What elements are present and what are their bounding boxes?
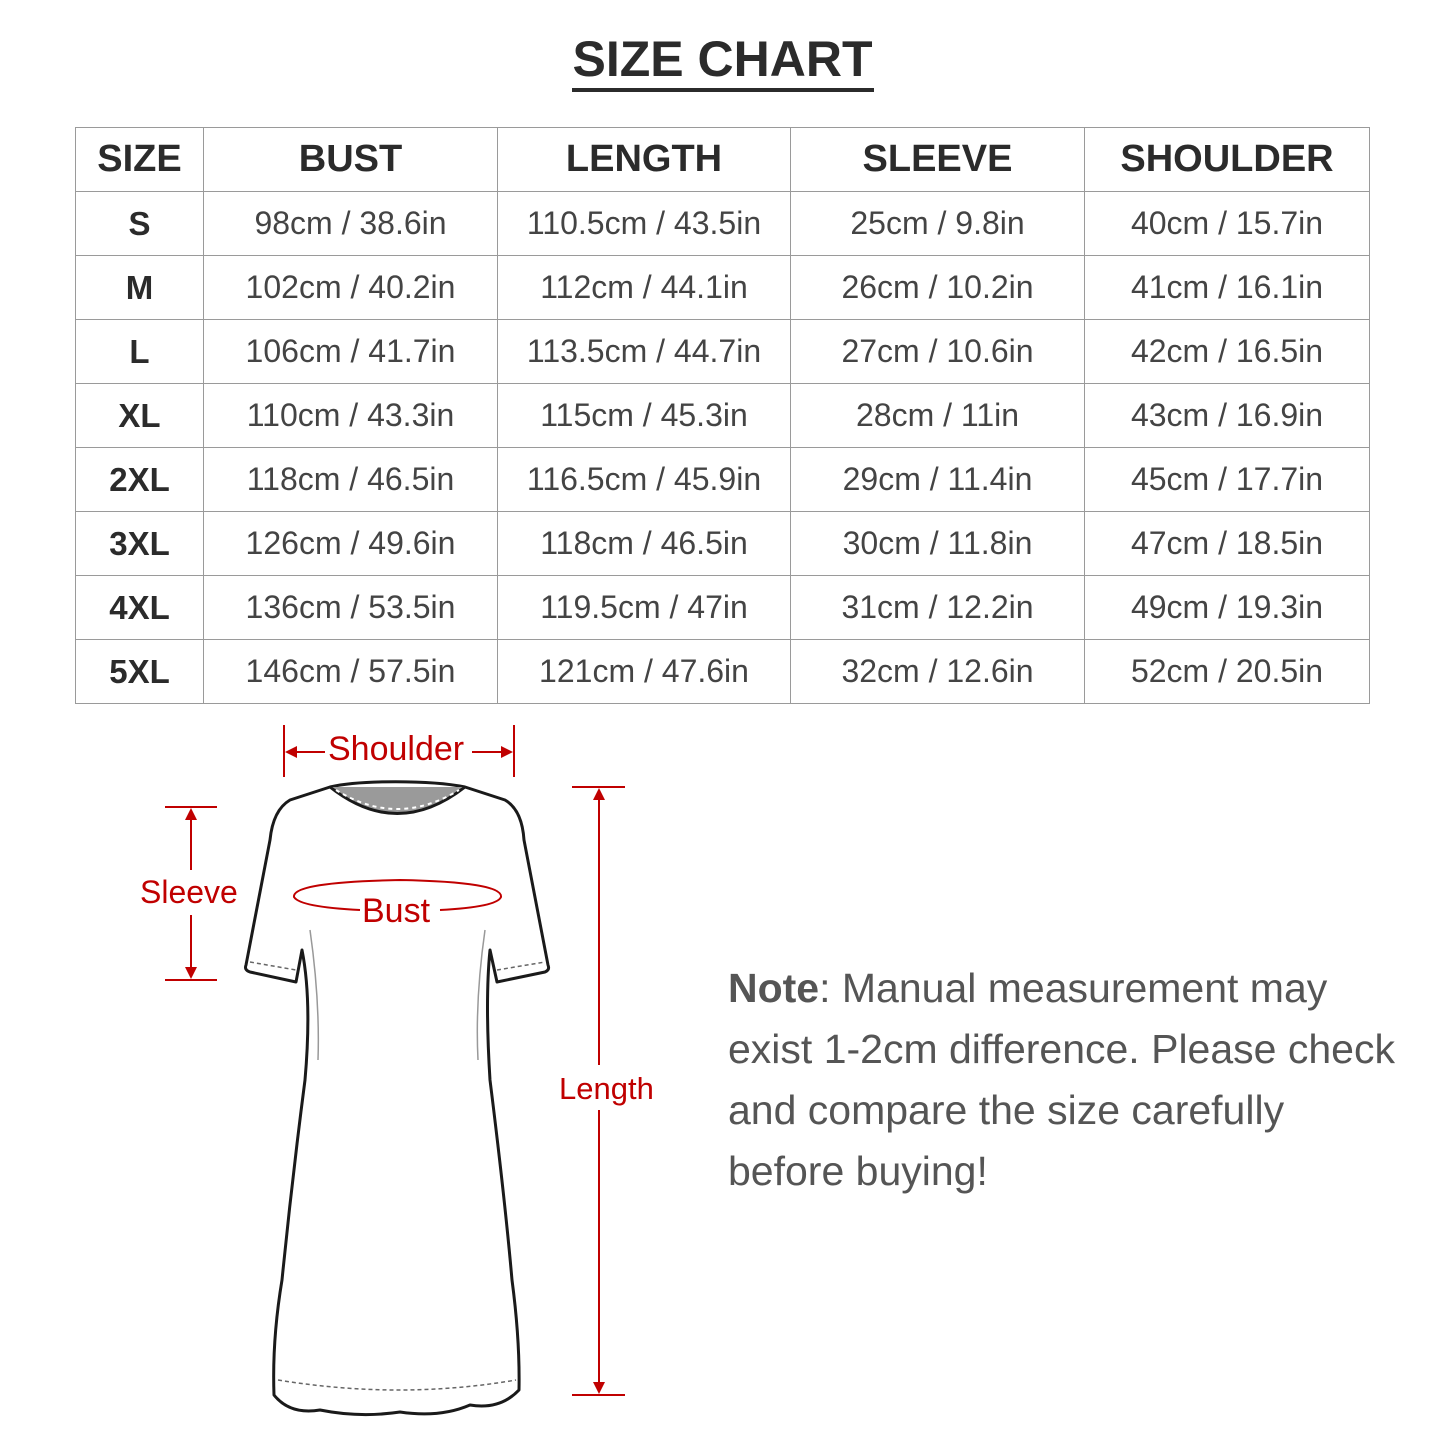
table-row [76, 512, 1370, 576]
size-cell: 2XL [76, 448, 204, 512]
bust-label: Bust [362, 892, 431, 930]
length-cell: 116.5cm / 45.9in [498, 448, 791, 512]
size-cell: XL [76, 384, 204, 448]
bust-cell: 110cm / 43.3in [204, 384, 498, 448]
sleeve-cell: 27cm / 10.6in [791, 320, 1085, 384]
size-cell: 3XL [76, 512, 204, 576]
note-label: Note [728, 965, 820, 1011]
bust-cell: 146cm / 57.5in [204, 640, 498, 704]
dress-measurement-diagram [0, 700, 700, 1445]
table-row [76, 192, 1370, 256]
length-cell: 119.5cm / 47in [498, 576, 791, 640]
size-cell: S [76, 192, 204, 256]
sleeve-cell: 30cm / 11.8in [791, 512, 1085, 576]
note-text: : Manual measurement may exist 1-2cm difference. Please check and compare the size carefully before buying! [728, 965, 1395, 1194]
table-row [76, 256, 1370, 320]
size-cell: M [76, 256, 204, 320]
size-chart-title: SIZE CHART [572, 30, 874, 92]
header-bust: BUST [204, 128, 498, 192]
sleeve-cell: 28cm / 11in [791, 384, 1085, 448]
shoulder-cell: 42cm / 16.5in [1085, 320, 1370, 384]
table-row [76, 640, 1370, 704]
shoulder-cell: 45cm / 17.7in [1085, 448, 1370, 512]
bust-cell: 118cm / 46.5in [204, 448, 498, 512]
shoulder-label: Shoulder [328, 730, 465, 768]
sleeve-cell: 26cm / 10.2in [791, 256, 1085, 320]
size-cell: 5XL [76, 640, 204, 704]
header-length: LENGTH [498, 128, 791, 192]
sleeve-label: Sleeve [140, 874, 238, 910]
size-cell: 4XL [76, 576, 204, 640]
length-cell: 121cm / 47.6in [498, 640, 791, 704]
shoulder-cell: 40cm / 15.7in [1085, 192, 1370, 256]
length-cell: 113.5cm / 44.7in [498, 320, 791, 384]
shoulder-cell: 41cm / 16.1in [1085, 256, 1370, 320]
bust-cell: 98cm / 38.6in [204, 192, 498, 256]
table-row [76, 320, 1370, 384]
table-header-row [76, 128, 1370, 192]
dress-outline [246, 782, 549, 1415]
length-label: Length [559, 1071, 654, 1106]
bust-cell: 102cm / 40.2in [204, 256, 498, 320]
sleeve-cell: 31cm / 12.2in [791, 576, 1085, 640]
sleeve-cell: 32cm / 12.6in [791, 640, 1085, 704]
header-sleeve: SLEEVE [791, 128, 1085, 192]
length-cell: 110.5cm / 43.5in [498, 192, 791, 256]
length-cell: 118cm / 46.5in [498, 512, 791, 576]
shoulder-cell: 49cm / 19.3in [1085, 576, 1370, 640]
shoulder-cell: 47cm / 18.5in [1085, 512, 1370, 576]
page-title [0, 30, 1445, 92]
note-paragraph [728, 958, 1408, 1202]
header-size: SIZE [76, 128, 204, 192]
table-row [76, 384, 1370, 448]
length-cell: 115cm / 45.3in [498, 384, 791, 448]
bust-cell: 126cm / 49.6in [204, 512, 498, 576]
table-row [76, 576, 1370, 640]
bust-cell: 136cm / 53.5in [204, 576, 498, 640]
header-shoulder: SHOULDER [1085, 128, 1370, 192]
bust-cell: 106cm / 41.7in [204, 320, 498, 384]
length-cell: 112cm / 44.1in [498, 256, 791, 320]
sleeve-cell: 25cm / 9.8in [791, 192, 1085, 256]
sleeve-cell: 29cm / 11.4in [791, 448, 1085, 512]
size-cell: L [76, 320, 204, 384]
shoulder-cell: 52cm / 20.5in [1085, 640, 1370, 704]
shoulder-cell: 43cm / 16.9in [1085, 384, 1370, 448]
size-table [75, 127, 1370, 704]
table-row [76, 448, 1370, 512]
